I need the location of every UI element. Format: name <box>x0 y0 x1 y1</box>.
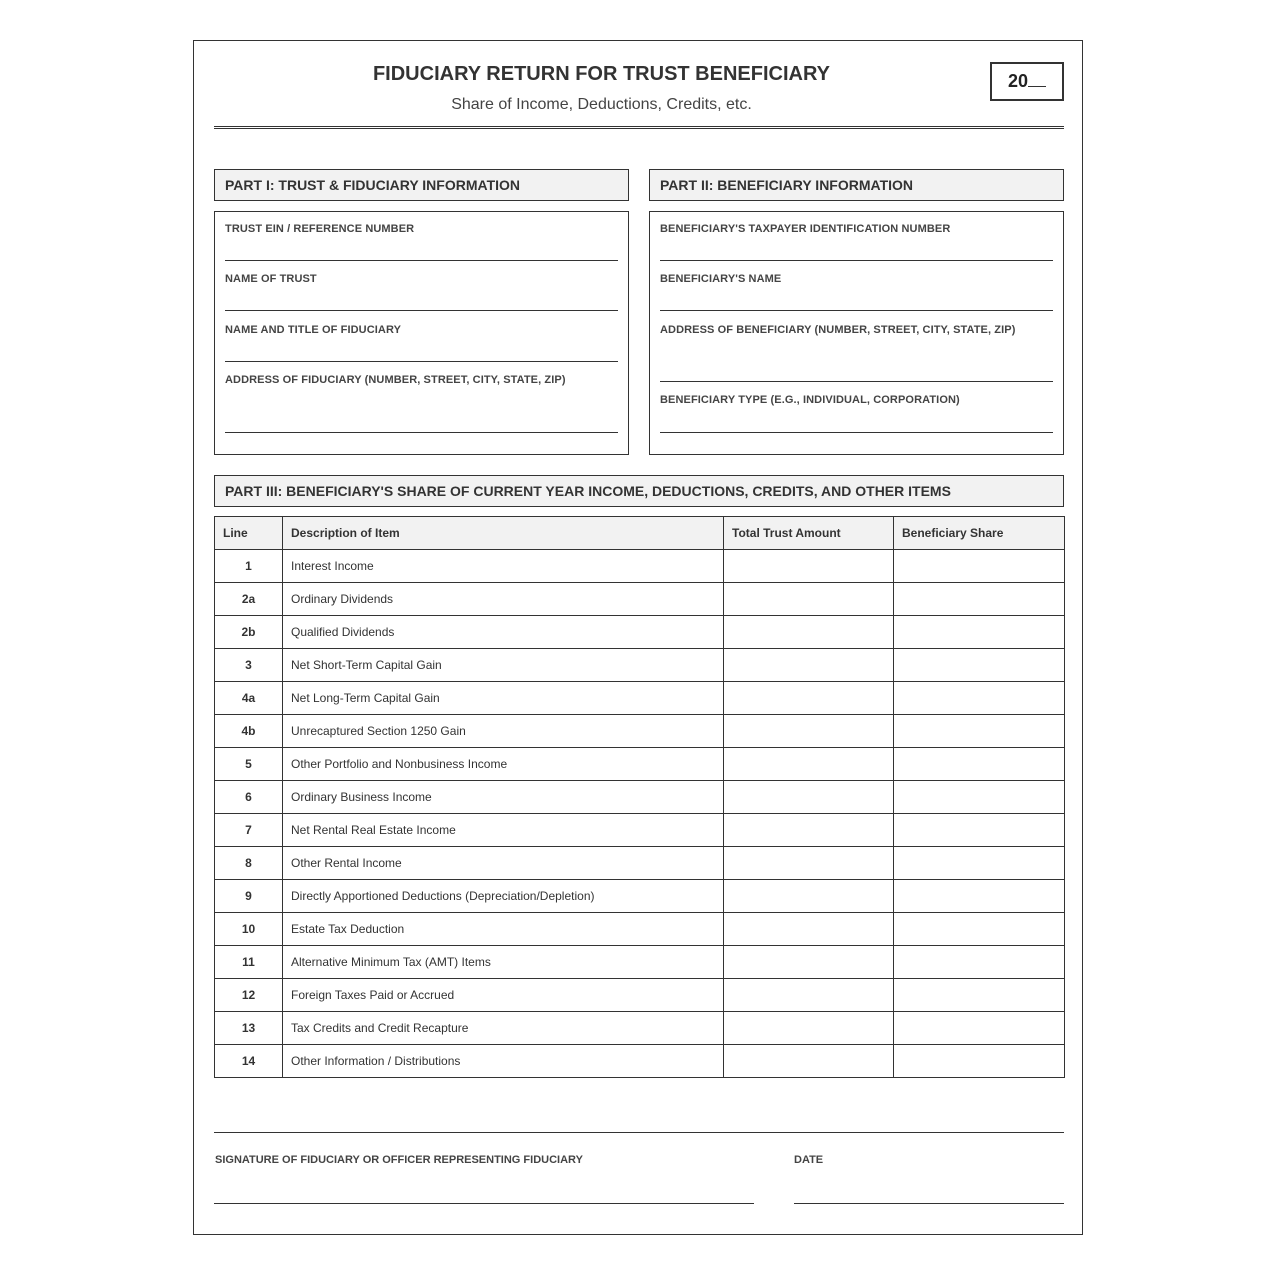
line-number-cell: 11 <box>215 946 283 979</box>
beneficiary-share-input[interactable] <box>894 847 1065 880</box>
item-description-cell: Net Long-Term Capital Gain <box>283 682 724 715</box>
total-trust-amount-input[interactable] <box>724 847 894 880</box>
line-number-cell: 13 <box>215 1012 283 1045</box>
trust-name-label: NAME OF TRUST <box>225 273 317 285</box>
beneficiary-tin-label: BENEFICIARY'S TAXPAYER IDENTIFICATION NUMBER <box>660 223 951 235</box>
beneficiary-share-input[interactable] <box>894 913 1065 946</box>
line-number-cell: 9 <box>215 880 283 913</box>
total-trust-amount-input[interactable] <box>724 748 894 781</box>
beneficiary-share-input[interactable] <box>894 583 1065 616</box>
beneficiary-name-input[interactable] <box>660 310 1053 311</box>
tax-year-blank <box>1028 74 1046 87</box>
item-description-cell: Other Portfolio and Nonbusiness Income <box>283 748 724 781</box>
table-row <box>215 1012 1065 1045</box>
fiduciary-address-input[interactable] <box>225 432 618 433</box>
beneficiary-type-input[interactable] <box>660 432 1053 433</box>
line-number-cell: 2b <box>215 616 283 649</box>
beneficiary-share-input[interactable] <box>894 781 1065 814</box>
line-number-cell: 12 <box>215 979 283 1012</box>
tax-year-box[interactable] <box>990 62 1064 101</box>
total-trust-amount-input[interactable] <box>724 649 894 682</box>
form-subtitle: Share of Income, Deductions, Credits, etc. <box>451 96 752 113</box>
table-row <box>215 748 1065 781</box>
table-row <box>215 913 1065 946</box>
total-trust-amount-input[interactable] <box>724 1045 894 1078</box>
total-trust-amount-input[interactable] <box>724 715 894 748</box>
beneficiary-share-input[interactable] <box>894 649 1065 682</box>
beneficiary-share-input[interactable] <box>894 682 1065 715</box>
column-header-description: Description of Item <box>283 517 724 550</box>
fiduciary-address-label: ADDRESS OF FIDUCIARY (NUMBER, STREET, CITY, STATE, ZIP) <box>225 374 566 386</box>
table-row <box>215 583 1065 616</box>
total-trust-amount-input[interactable] <box>724 880 894 913</box>
total-trust-amount-input[interactable] <box>724 616 894 649</box>
line-number-cell: 1 <box>215 550 283 583</box>
item-description-cell: Unrecaptured Section 1250 Gain <box>283 715 724 748</box>
beneficiary-name-label: BENEFICIARY'S NAME <box>660 273 782 285</box>
table-row <box>215 880 1065 913</box>
item-description-cell: Tax Credits and Credit Recapture <box>283 1012 724 1045</box>
header-divider <box>214 126 1064 129</box>
date-label: DATE <box>794 1154 824 1166</box>
table-row <box>215 979 1065 1012</box>
date-input[interactable] <box>794 1203 1064 1204</box>
item-description-cell: Directly Apportioned Deductions (Depreciation/Depletion) <box>283 880 724 913</box>
total-trust-amount-input[interactable] <box>724 946 894 979</box>
fiduciary-name-title-label: NAME AND TITLE OF FIDUCIARY <box>225 324 402 336</box>
table-row <box>215 682 1065 715</box>
item-description-cell: Ordinary Dividends <box>283 583 724 616</box>
trust-ein-label: TRUST EIN / REFERENCE NUMBER <box>225 223 415 235</box>
beneficiary-share-input[interactable] <box>894 814 1065 847</box>
table-row <box>215 847 1065 880</box>
table-row <box>215 715 1065 748</box>
table-row <box>215 649 1065 682</box>
line-number-cell: 5 <box>215 748 283 781</box>
item-description-cell: Net Short-Term Capital Gain <box>283 649 724 682</box>
beneficiary-share-input[interactable] <box>894 748 1065 781</box>
table-header-row <box>215 517 1065 550</box>
total-trust-amount-input[interactable] <box>724 583 894 616</box>
item-description-cell: Alternative Minimum Tax (AMT) Items <box>283 946 724 979</box>
form-title: FIDUCIARY RETURN FOR TRUST BENEFICIARY <box>372 63 831 85</box>
line-number-cell: 4b <box>215 715 283 748</box>
part1-heading: PART I: TRUST & FIDUCIARY INFORMATION <box>214 169 629 201</box>
line-number-cell: 6 <box>215 781 283 814</box>
line-number-cell: 4a <box>215 682 283 715</box>
table-row <box>215 814 1065 847</box>
beneficiary-share-input[interactable] <box>894 715 1065 748</box>
total-trust-amount-input[interactable] <box>724 781 894 814</box>
beneficiary-share-input[interactable] <box>894 946 1065 979</box>
item-description-cell: Interest Income <box>283 550 724 583</box>
table-row <box>215 550 1065 583</box>
total-trust-amount-input[interactable] <box>724 550 894 583</box>
line-number-cell: 7 <box>215 814 283 847</box>
item-description-cell: Estate Tax Deduction <box>283 913 724 946</box>
beneficiary-share-input[interactable] <box>894 550 1065 583</box>
beneficiary-share-input[interactable] <box>894 1012 1065 1045</box>
item-description-cell: Qualified Dividends <box>283 616 724 649</box>
total-trust-amount-input[interactable] <box>724 682 894 715</box>
line-number-cell: 2a <box>215 583 283 616</box>
table-row <box>215 1045 1065 1078</box>
signature-input[interactable] <box>214 1203 754 1204</box>
part3-heading: PART III: BENEFICIARY'S SHARE OF CURRENT YEAR INCOME, DEDUCTIONS, CREDITS, AND OTHER ITEMS <box>214 475 1064 507</box>
total-trust-amount-input[interactable] <box>724 913 894 946</box>
part2-heading: PART II: BENEFICIARY INFORMATION <box>649 169 1064 201</box>
trust-ein-input[interactable] <box>225 260 618 261</box>
item-description-cell: Net Rental Real Estate Income <box>283 814 724 847</box>
item-description-cell: Foreign Taxes Paid or Accrued <box>283 979 724 1012</box>
total-trust-amount-input[interactable] <box>724 814 894 847</box>
signature-label: SIGNATURE OF FIDUCIARY OR OFFICER REPRESENTING FIDUCIARY <box>215 1154 583 1166</box>
line-number-cell: 14 <box>215 1045 283 1078</box>
column-header-total-trust-amount: Total Trust Amount <box>724 517 894 550</box>
line-number-cell: 10 <box>215 913 283 946</box>
item-description-cell: Other Rental Income <box>283 847 724 880</box>
trust-name-input[interactable] <box>225 310 618 311</box>
table-row <box>215 616 1065 649</box>
beneficiary-address-input[interactable] <box>660 381 1053 382</box>
line-number-cell: 3 <box>215 649 283 682</box>
beneficiary-type-label: BENEFICIARY TYPE (E.G., INDIVIDUAL, CORPORATION) <box>660 394 960 406</box>
beneficiary-share-input[interactable] <box>894 979 1065 1012</box>
beneficiary-share-input[interactable] <box>894 1045 1065 1078</box>
line-number-cell: 8 <box>215 847 283 880</box>
column-header-line: Line <box>215 517 283 550</box>
total-trust-amount-input[interactable] <box>724 979 894 1012</box>
part1-fields-box <box>214 211 629 455</box>
beneficiary-share-input[interactable] <box>894 616 1065 649</box>
item-description-cell: Ordinary Business Income <box>283 781 724 814</box>
signature-section-divider <box>214 1132 1064 1133</box>
part2-fields-box <box>649 211 1064 455</box>
beneficiary-share-input[interactable] <box>894 880 1065 913</box>
beneficiary-tin-input[interactable] <box>660 260 1053 261</box>
tax-year-prefix: 20 <box>1008 71 1029 91</box>
part3-items-table <box>214 516 1065 1078</box>
form-page <box>193 40 1083 1235</box>
total-trust-amount-input[interactable] <box>724 1012 894 1045</box>
table-row <box>215 781 1065 814</box>
beneficiary-address-label: ADDRESS OF BENEFICIARY (NUMBER, STREET, CITY, STATE, ZIP) <box>660 324 1016 336</box>
item-description-cell: Other Information / Distributions <box>283 1045 724 1078</box>
fiduciary-name-title-input[interactable] <box>225 361 618 362</box>
column-header-beneficiary-share: Beneficiary Share <box>894 517 1065 550</box>
table-row <box>215 946 1065 979</box>
